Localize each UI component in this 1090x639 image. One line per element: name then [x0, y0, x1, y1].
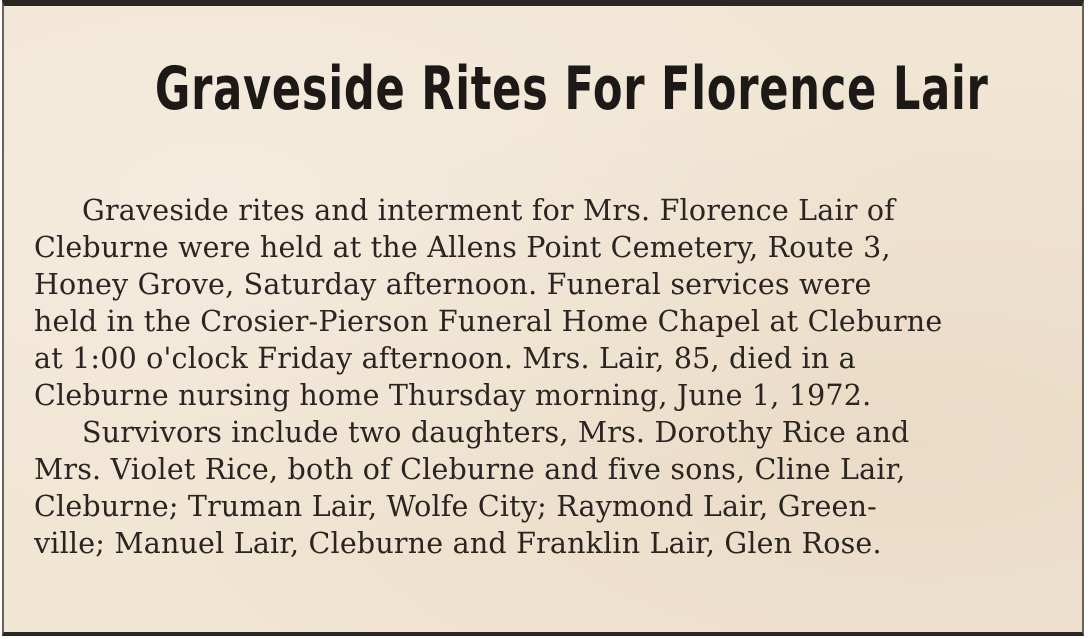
text-line: Mrs. Violet Rice, both of Cleburne and five sons, Cline Lair, — [34, 453, 906, 486]
paragraph-2 — [34, 414, 1034, 562]
text-line: held in the Crosier-Pierson Funeral Home Chapel at Cleburne — [34, 305, 943, 338]
article-body — [34, 192, 1034, 562]
text-line: Cleburne nursing home Thursday morning, June 1, 1972. — [34, 379, 872, 412]
text-line: Graveside rites and interment for Mrs. Florence Lair of — [82, 194, 895, 227]
text-line: ville; Manuel Lair, Cleburne and Franklin Lair, Glen Rose. — [34, 527, 882, 560]
headline: Graveside Rites For Florence Lair — [154, 54, 989, 124]
text-line: Cleburne were held at the Allens Point Cemetery, Route 3, — [34, 231, 891, 264]
text-line: Cleburne; Truman Lair, Wolfe City; Raymond Lair, Green- — [34, 490, 877, 523]
newspaper-clipping — [2, 0, 1084, 636]
text-line: at 1:00 o'clock Friday afternoon. Mrs. Lair, 85, died in a — [34, 342, 856, 375]
text-line: Honey Grove, Saturday afternoon. Funeral services were — [34, 268, 872, 301]
paragraph-1 — [34, 192, 1034, 414]
text-line: Survivors include two daughters, Mrs. Dorothy Rice and — [82, 416, 910, 449]
